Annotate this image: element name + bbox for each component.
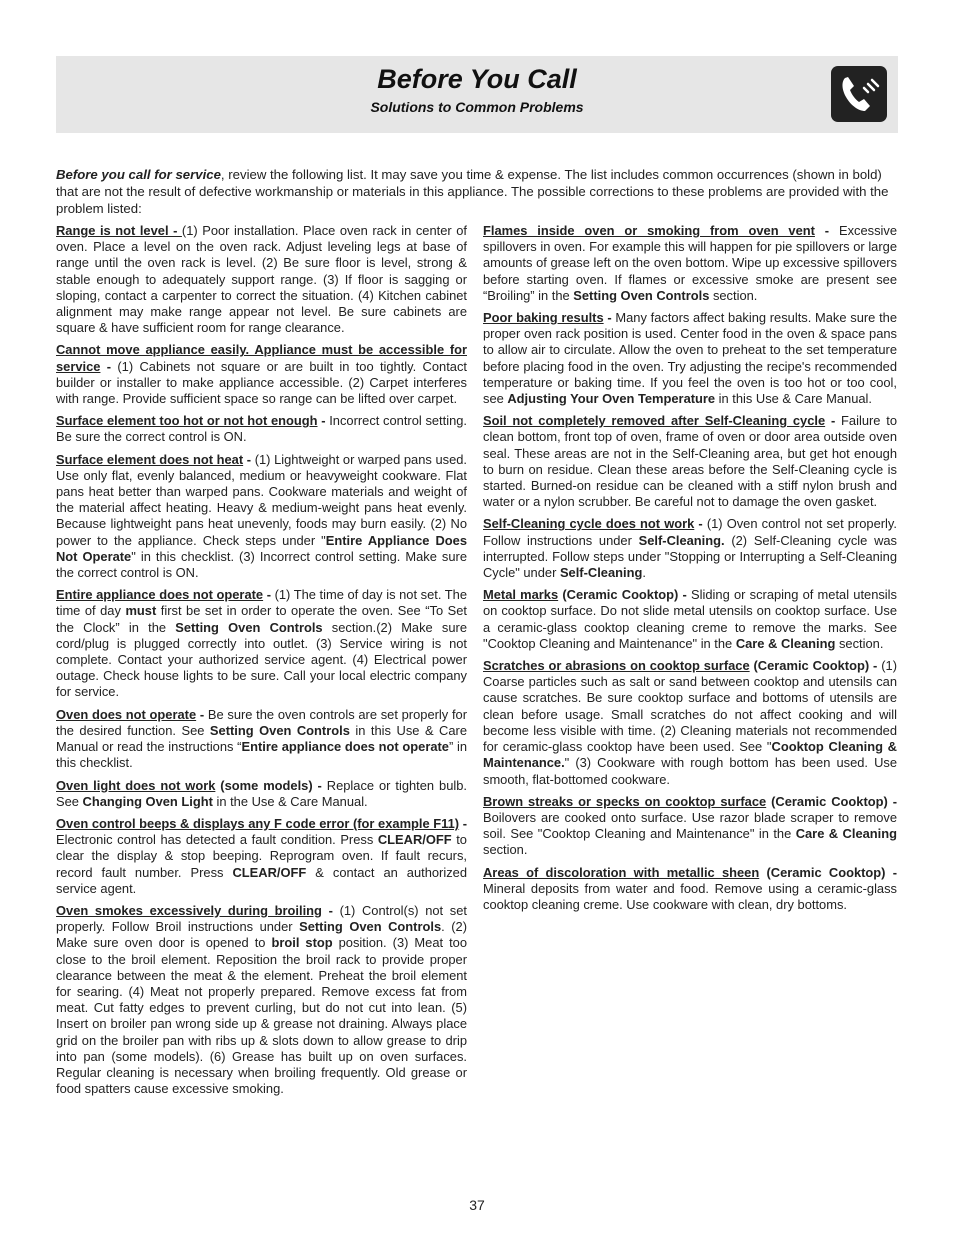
problem-heading: Oven smokes excessively during broiling: [56, 902, 322, 918]
problem-qualifier: -: [814, 223, 839, 238]
problem-heading: Flames inside oven or smoking from oven vent: [483, 223, 815, 238]
problem-qualifier: -: [694, 516, 707, 532]
intro-lead: Before you call for service: [56, 167, 221, 182]
solution-text: (1) Lightweight or warped pans used. Use only flat, evenly balanced, medium or heavyweight cookware. Flat pans heat better than warped pans. Cookware materials and weight of the material affect heating. Heavy & medium-weight pans heat evenly. Because lightweight pans heat unevenly, foods may burn easily. (2) No power to the appliance. Check steps under ": [56, 451, 467, 548]
solution-text: section.(2) Make sure cord/plug is plugged correctly into outlet. (3) Service wiring is not complete. Contact your authorized service agent. (4) Electrical power outage. Check house lights to be sure. Call your local electric company for service.: [56, 619, 468, 700]
bold-reference: Setting Oven Controls: [573, 287, 710, 303]
troubleshooting-entry: [56, 587, 467, 700]
solution-text: " in this checklist. (3) Incorrect control setting. Make sure the correct control is ON.: [56, 548, 467, 581]
problem-heading: Surface element does not heat: [56, 451, 244, 467]
problem-qualifier: -: [603, 310, 616, 326]
problem-heading: Oven control beeps & displays any F code error (for example F11): [56, 815, 460, 831]
solution-text: Excessive spillovers in oven. For example this will happen for pie spillovers or large amounts of grease left on the oven bottom. Wipe up excessive spillovers before starting oven. If flames or excessive smoke are present see “Broiling” in the: [483, 223, 897, 303]
page-number: 37: [469, 1197, 485, 1213]
solution-text: first be set in order to operate the oven. See “To Set the Clock” in the: [56, 603, 467, 635]
problem-qualifier: -: [825, 413, 842, 429]
solution-text: & contact an authorized service agent.: [56, 864, 467, 896]
right-column: [483, 223, 897, 919]
bold-reference: Care & Cleaning: [795, 826, 897, 842]
troubleshooting-entry: [56, 413, 467, 445]
bold-reference: must: [125, 603, 157, 619]
problem-heading: Oven does not operate: [56, 706, 197, 722]
solution-text: ” in this checklist.: [56, 739, 467, 771]
problem-heading: Brown streaks or specks on cooktop surface: [483, 793, 767, 809]
troubleshooting-entry: [483, 310, 897, 407]
bold-reference: Setting Oven Controls: [299, 919, 442, 935]
solution-text: Failure to clean bottom, front top of oven, frame of oven or door area outside oven seal. These areas are not in the Self-Cleaning area, but get hot enough to burn on residue. Clean these areas before the Self-Cleaning cycle is started. Burned-on residue can be cleaned with a stiff nylon brush and water or a nylon scrubber. Be careful not to damage the oven gasket.: [483, 413, 898, 510]
solution-text: section.: [835, 635, 884, 651]
bold-reference: Adjusting Your Oven Temperature: [507, 391, 716, 407]
solution-text: Incorrect control setting. Be sure the correct control is ON.: [56, 413, 467, 445]
troubleshooting-entry: [483, 865, 897, 914]
troubleshooting-entry: [483, 516, 897, 581]
bold-reference: Changing Oven Light: [82, 793, 213, 809]
problem-qualifier: -: [263, 587, 275, 603]
bold-reference: Setting Oven Controls: [175, 619, 323, 635]
solution-text: Be sure the oven controls are set properly for the desired function. See: [56, 706, 467, 738]
problem-qualifier: -: [321, 902, 340, 918]
problem-qualifier: -: [243, 451, 255, 467]
page-title: Before You Call: [377, 64, 577, 94]
solution-text: (1) Control(s) not set properly. Follow Broil instructions under: [56, 902, 467, 935]
troubleshooting-entry: [56, 778, 467, 810]
troubleshooting-entry: [56, 707, 467, 772]
solution-text: Sliding or scraping of metal utensils on cooktop surface. Do not slide metal utensils on cooktop surface. Use a ceramic-glass cooktop cleaning creme to remove the marks. See "Cooktop Cleaning and Maintenance" in the: [483, 587, 897, 651]
problem-qualifier: -: [196, 706, 208, 722]
intro-paragraph: [56, 166, 898, 217]
bold-reference: Entire Appliance Does Not Operate: [56, 532, 467, 564]
problem-heading: Areas of discoloration with metallic sheen: [483, 864, 760, 880]
troubleshooting-entry: [483, 223, 897, 304]
solution-text: Many factors affect baking results. Make sure the proper oven rack position is used. Center food in the oven & space pans to allow air to circulate. Allow the oven to preheat to the set temperature before placing food in the oven. Try adjusting the recipe's recommended temperature or baking time. If you feel the oven is too hot or too cool, see: [483, 310, 897, 407]
bold-reference: Self-Cleaning: [559, 565, 643, 581]
problem-heading: Poor baking results: [483, 310, 604, 326]
solution-text: (1) Oven control not set properly. Follow instructions under: [483, 516, 897, 548]
problem-qualifier: (Ceramic Cooktop) -: [749, 658, 882, 674]
problem-qualifier: -: [317, 413, 330, 429]
bold-reference: Cooktop Cleaning & Maintenance.: [483, 739, 897, 771]
problem-qualifier: (some models) -: [215, 777, 327, 793]
problem-qualifier: (Ceramic Cooktop) -: [558, 587, 692, 603]
bold-reference: CLEAR/OFF: [232, 864, 307, 880]
troubleshooting-entry: [483, 587, 897, 652]
bold-reference: Setting Oven Controls: [209, 722, 350, 738]
solution-text: (1) Cabinets not square or are built in too tightly. Contact builder or installer to make appliance accessible. (2) Carpet interferes with range. Provide sufficient space so range can be lifted over carpet.: [56, 358, 467, 407]
problem-heading: Self-Cleaning cycle does not work: [483, 516, 695, 532]
problem-qualifier: (Ceramic Cooktop) -: [759, 864, 897, 880]
left-column: [56, 223, 467, 1103]
problem-heading: Scratches or abrasions on cooktop surface: [483, 658, 750, 674]
troubleshooting-entry: [56, 223, 467, 336]
troubleshooting-entry: [56, 452, 467, 582]
solution-text: section.: [709, 287, 758, 303]
problem-qualifier: -: [100, 358, 118, 374]
bold-reference: broil stop: [271, 935, 333, 951]
problem-heading: Entire appliance does not operate: [56, 587, 264, 603]
problem-qualifier: (Ceramic Cooktop) -: [766, 793, 897, 809]
troubleshooting-entry: [56, 816, 467, 897]
problem-heading: Oven light does not work: [56, 777, 216, 793]
problem-heading: Cannot move appliance easily. Appliance must be accessible for service: [56, 342, 467, 374]
page-subtitle: Solutions to Common Problems: [370, 99, 584, 115]
solution-text: Electronic control has detected a fault condition. Press: [56, 832, 378, 848]
bold-reference: CLEAR/OFF: [377, 832, 452, 848]
troubleshooting-entry: [483, 794, 897, 859]
solution-text: .: [642, 565, 646, 581]
solution-text: position. (3) Meat too close to the broil element. Reposition the broil rack to provide proper clearance between the meat & the element. Preheat the broil element for searing. (4) Meat not properly prepared. Remove excess fat from meat. Cut fatty edges to prevent curling, but do not cut into lean. (5) Insert on broiler pan wrong side up & grease not draining. Always place grid on the broiler pan with ribs up & slots down to allow grease to drip into pan (some models). (6) Grease has built up on oven surfaces. Regular cleaning is necessary when broiling frequently. Old grease or food spatters cause excessive smoking.: [56, 935, 467, 1097]
problem-heading: Range is not level -: [56, 223, 182, 238]
solution-text: (2) Self-Cleaning cycle was interrupted. Follow steps under "Stopping or Interrupting a Self-Cleaning Cycle" under: [483, 532, 897, 581]
solution-text: Mineral deposits from water and food. Remove using a ceramic-glass cooktop cleaning creme. Use cookware with clean, dry bottoms.: [483, 880, 897, 912]
problem-heading: Soil not completely removed after Self-Cleaning cycle: [483, 413, 826, 429]
solution-text: section.: [483, 842, 528, 858]
troubleshooting-entry: [483, 413, 897, 510]
problem-heading: Metal marks: [483, 587, 559, 603]
troubleshooting-entry: [483, 658, 897, 788]
problem-heading: Surface element too hot or not hot enough: [56, 413, 318, 429]
intro-text: , review the following list. It may save you time & expense. The list includes common occurrences (shown in bold) that are not the result of defective workmanship or materials in this appliance. The possible corrections to these problems are provided with the problem listed:: [56, 167, 889, 216]
troubleshooting-entry: [56, 342, 467, 407]
solution-text: in the Use & Care Manual.: [212, 793, 368, 809]
solution-text: (1) The time of day is not set. The time of day: [56, 587, 467, 619]
solution-text: in this Use & Care Manual.: [715, 391, 872, 407]
solution-text: Replace or tighten bulb. See: [56, 777, 467, 809]
header-band: [56, 56, 898, 133]
bold-reference: Self-Cleaning.: [638, 532, 725, 548]
solution-text: to clear the display & stop beeping. Reprogram oven. If fault recurs, record fault number. Press: [56, 832, 467, 880]
bold-reference: Care & Cleaning: [735, 635, 836, 651]
solution-text: Boilovers are cooked onto surface. Use razor blade scraper to remove soil. See "Cooktop Cleaning and Maintenance" in the: [483, 809, 897, 842]
solution-text: in this Use & Care Manual or read the instructions “: [56, 722, 467, 755]
troubleshooting-entry: [56, 903, 467, 1097]
solution-text: (1) Poor installation. Place oven rack in center of oven. Place a level on the oven rack. Adjust leveling legs at base of range until the oven rack is level. (2) Be sure floor is level, strong & stable enough to adequately support range. (3) If floor is sagging or sloping, contact a carpenter to correct the situation. (4) Kitchen cabinet alignment may make range appear not level. Be sure cabinets are square & have sufficient room for range clearance.: [56, 223, 467, 336]
solution-text: (1) Coarse particles such as salt or sand between cooktop and utensils can cause scratches. Be sure cooktop surface and bottoms of utensils are clean before usage. Small scratches do not affect cooking and will become less visible with time. (2) Cleaning materials not recommended for ceramic-glass cooktop have been used. See ": [483, 658, 897, 755]
problem-qualifier: -: [459, 815, 467, 831]
bold-reference: Entire appliance does not operate: [241, 739, 449, 755]
solution-text: . (2) Make sure oven door is opened to: [56, 919, 467, 951]
solution-text: " (3) Cookware with rough bottom has been used. Use smooth, flat-bottomed cookware.: [483, 755, 897, 787]
telephone-icon: [831, 66, 887, 122]
